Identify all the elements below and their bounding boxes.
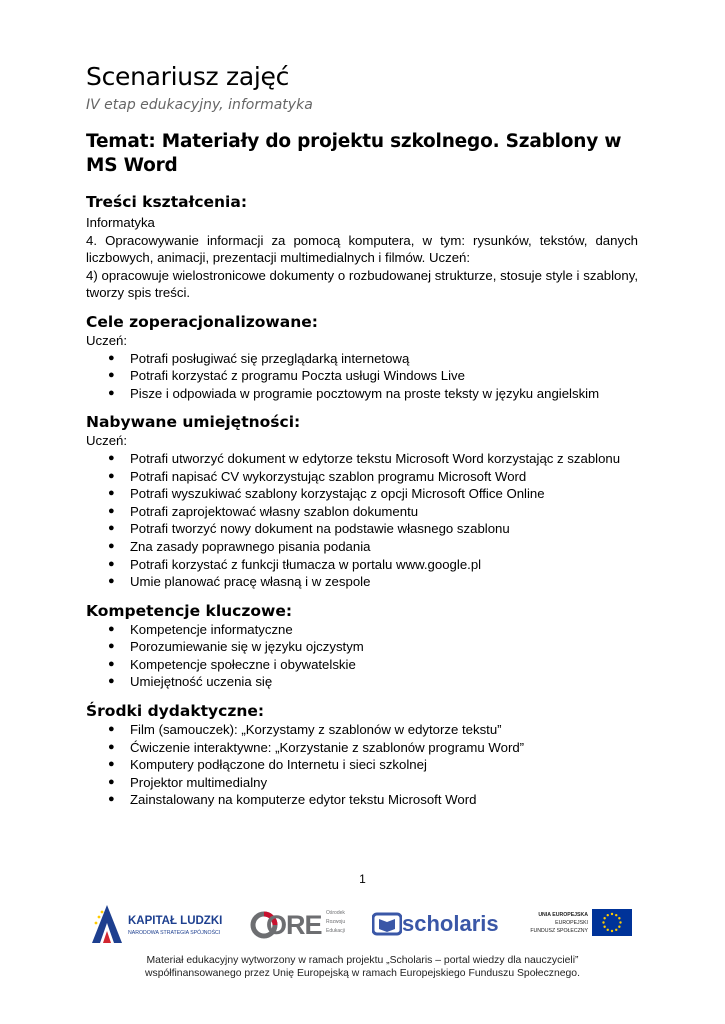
section-heading: Kompetencje kluczowe: — [86, 601, 293, 620]
list-intro: Uczeń: — [86, 433, 128, 449]
list-item: ● Komputery podłączone do Internetu i sieci szkolnej — [108, 757, 427, 773]
footer-note — [0, 954, 725, 980]
section-cele — [86, 312, 638, 402]
list-item: ● Umie planować pracę własną i w zespole — [108, 574, 371, 590]
list-item: ● Potrafi tworzyć nowy dokument na podstawie własnego szablonu — [108, 521, 510, 537]
kapital-ludzki-logo — [90, 903, 230, 947]
list-item: ● Porozumiewanie się w języku ojczystym — [108, 639, 364, 655]
bullet-icon: ● — [108, 557, 115, 570]
bullet-icon: ● — [108, 522, 115, 535]
bullet-list — [86, 450, 638, 591]
section-heading: Treści kształcenia: — [86, 193, 248, 211]
scholaris-logo — [372, 903, 502, 947]
footer-line: współfinansowanego przez Unię Europejską w ramach Europejskiego Funduszu Społecznego. — [145, 968, 580, 979]
section-umiejetnosci — [86, 412, 638, 590]
footer-line: Materiał edukacyjny wytworzony w ramach projektu „Scholaris – portal wiedzy dla nauczycieli” — [146, 955, 579, 966]
list-item: ● Potrafi posługiwać się przeglądarką internetową — [108, 350, 410, 366]
bullet-icon: ● — [108, 675, 115, 688]
paragraph: 4) opracowuje wielostronicowe dokumenty o rozbudowanej strukturze, stosuje style i szablony, tworzy spis treści. — [86, 267, 638, 301]
eu-flag-icon — [592, 909, 632, 936]
bullet-icon: ● — [108, 369, 115, 382]
section-tresci — [86, 192, 638, 302]
paragraph: Informatyka — [86, 215, 155, 230]
scholaris-book-icon — [372, 911, 402, 937]
bullet-icon: ● — [108, 539, 115, 552]
bullet-list — [86, 721, 638, 809]
list-item: ● Zainstalowany na komputerze edytor tekstu Microsoft Word — [108, 792, 477, 808]
bullet-icon: ● — [108, 469, 115, 482]
bullet-list — [86, 621, 638, 691]
bullet-icon: ● — [108, 622, 115, 635]
bullet-icon: ● — [108, 640, 115, 653]
list-item: ● Umiejętność uczenia się — [108, 674, 273, 690]
section-heading: Nabywane umiejętności: — [86, 413, 301, 432]
bullet-icon: ● — [108, 740, 115, 753]
document-subtitle: IV etap edukacyjny, informatyka — [86, 97, 313, 113]
list-item: ● Pisze i odpowiada w programie pocztowym na proste teksty w języku angielskim — [108, 385, 600, 401]
list-item: ● Potrafi zaprojektować własny szablon dokumentu — [108, 503, 419, 519]
list-item: ● Potrafi napisać CV wykorzystując szablon programu Microsoft Word — [108, 468, 527, 484]
eu-caption: UNIA EUROPEJSKA EUROPEJSKI FUNDUSZ SPOŁECZNY — [530, 912, 588, 934]
section-srodki — [86, 701, 638, 809]
list-item: ● Potrafi korzystać z funkcji tłumacza w portalu www.google.pl — [108, 556, 482, 572]
bullet-icon: ● — [108, 451, 115, 464]
ore-caption: Ośrodek Rozwoju Edukacji — [326, 910, 346, 934]
list-item: ● Ćwiczenie interaktywne: „Korzystanie z szablonów programu Word” — [108, 739, 525, 755]
bullet-icon: ● — [108, 504, 115, 517]
bullet-icon: ● — [108, 487, 115, 500]
list-item: ● Film (samouczek): „Korzystamy z szablonów w edytorze tekstu” — [108, 722, 502, 738]
bullet-icon: ● — [108, 657, 115, 670]
ore-wordmark: ORE — [266, 910, 322, 940]
section-heading: Środki dydaktyczne: — [86, 702, 265, 721]
ore-logo — [250, 903, 360, 947]
paragraph: 4. Opracowywanie informacji za pomocą komputera, w tym: rysunków, tekstów, danych liczbowych, animacji, prezentacji multimedialnych i filmów. Uczeń: — [86, 232, 638, 266]
document-title: Scenariusz zajęć — [86, 62, 290, 91]
document-topic: Temat: Materiały do projektu szkolnego. Szablony w MS Word — [86, 131, 622, 176]
document-content — [86, 60, 638, 809]
bullet-icon: ● — [108, 723, 115, 736]
scholaris-wordmark: scholaris — [402, 911, 499, 936]
list-item: ● Zna zasady poprawnego pisania podania — [108, 538, 371, 554]
list-item: ● Kompetencje społeczne i obywatelskie — [108, 656, 356, 672]
eu-logo — [530, 903, 635, 947]
bullet-icon: ● — [108, 758, 115, 771]
list-item: ● Potrafi wyszukiwać szablony korzystając z opcji Microsoft Office Online — [108, 486, 545, 502]
kapital-ludzki-emblem-icon — [90, 903, 124, 947]
list-item: ● Potrafi korzystać z programu Poczta usługi Windows Live — [108, 368, 465, 384]
kapital-ludzki-title: KAPITAŁ LUDZKI — [128, 915, 223, 927]
list-item: ● Potrafi utworzyć dokument w edytorze tekstu Microsoft Word korzystając z szablonu — [108, 450, 621, 466]
footer-logos — [90, 903, 635, 949]
bullet-icon: ● — [108, 575, 115, 588]
list-item: ● Kompetencje informatyczne — [108, 621, 293, 637]
bullet-icon: ● — [108, 351, 115, 364]
bullet-icon: ● — [108, 775, 115, 788]
page-number: 1 — [359, 872, 366, 886]
list-item: ● Projektor multimedialny — [108, 774, 268, 790]
bullet-icon: ● — [108, 793, 115, 806]
kapital-ludzki-subtitle: NARODOWA STRATEGIA SPÓJNOŚCI — [128, 930, 221, 936]
bullet-list — [86, 350, 638, 403]
bullet-icon: ● — [108, 386, 115, 399]
section-heading: Cele zoperacjonalizowane: — [86, 312, 318, 331]
section-kompetencje — [86, 601, 638, 691]
list-intro: Uczeń: — [86, 332, 128, 348]
